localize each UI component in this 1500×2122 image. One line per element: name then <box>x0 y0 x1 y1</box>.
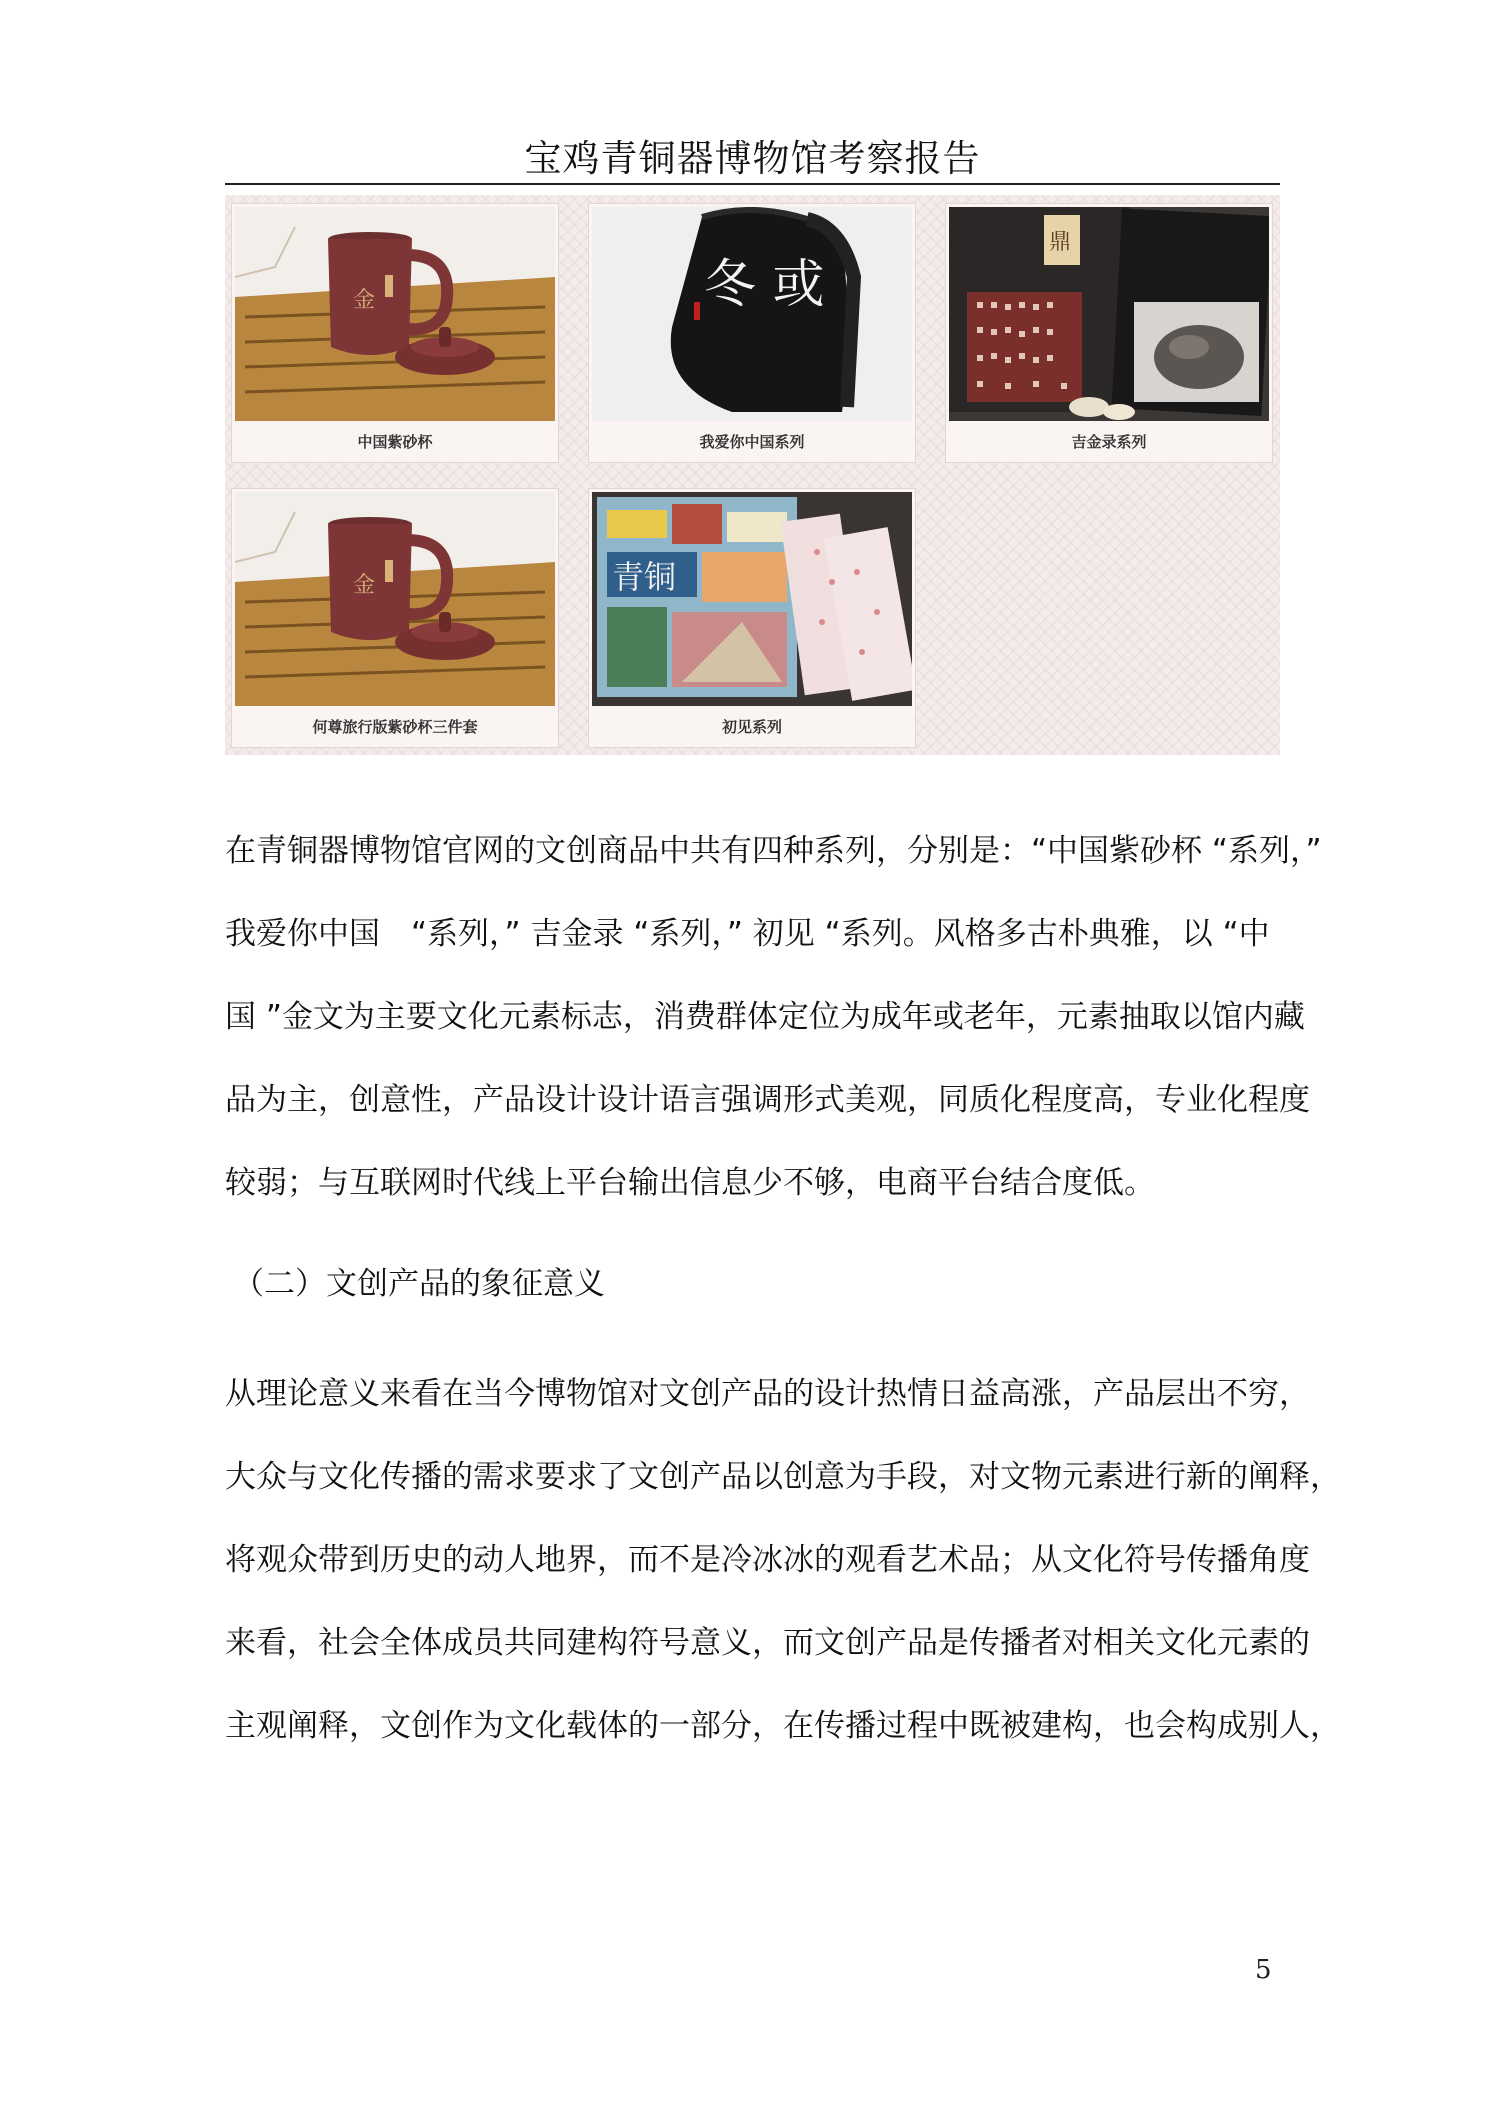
header-divider <box>225 183 1280 185</box>
illustrated-notebooks-photo <box>592 492 912 706</box>
product-caption: 何尊旅行版紫砂杯三件套 <box>312 718 478 736</box>
svg-text:鼎: 鼎 <box>1049 230 1072 255</box>
text-line: 在青铜器博物馆官网的文创商品中共有四种系列，分别是：“中国紫砂杯 “系列，” <box>225 833 1322 869</box>
product-card <box>945 203 1273 463</box>
product-caption: 我爱你中国系列 <box>699 433 805 451</box>
section-heading: （二）文创产品的象征意义 <box>233 1266 605 1302</box>
purple-clay-mug-photo <box>235 207 555 421</box>
svg-text:青铜: 青铜 <box>612 558 677 596</box>
page-number: 5 <box>1255 1955 1272 1985</box>
text-line: 将观众带到历史的动人地界，而不是冷冰冰的观看艺术品；从文化符号传播角度 <box>225 1542 1310 1578</box>
text-line: 从理论意义来看在当今博物馆对文创产品的设计热情日益高涨，产品层出不穷， <box>225 1376 1310 1412</box>
paragraph-product-series <box>225 810 1322 1225</box>
text-line: 大众与文化传播的需求要求了文创产品以创意为手段，对文物元素进行新的阐释， <box>225 1459 1341 1495</box>
product-card <box>231 488 559 748</box>
product-card <box>588 488 916 748</box>
product-card <box>588 203 916 463</box>
product-caption: 初见系列 <box>721 718 782 736</box>
backpack-print-top: 冬 或 <box>704 255 825 315</box>
text-line: 我爱你中国 “系列，” 吉金录 “系列，” 初见 “系列。风格多古朴典雅，以 “中 <box>225 916 1270 952</box>
text-line: 主观阐释，文创作为文化载体的一部分，在传播过程中既被建构，也会构成别人， <box>225 1708 1341 1744</box>
text-line: 来看，社会全体成员共同建构符号意义，而文创产品是传播者对相关文化元素的 <box>225 1625 1310 1661</box>
bronze-rubbing-gift-set-photo <box>949 207 1269 421</box>
text-line: 品为主，创意性，产品设计设计语言强调形式美观，同质化程度高，专业化程度 <box>225 1082 1310 1118</box>
svg-text:金: 金 <box>353 288 376 313</box>
product-card <box>231 203 559 463</box>
product-caption: 吉金录系列 <box>1071 433 1147 451</box>
product-caption: 中国紫砂杯 <box>357 433 433 451</box>
black-backpack-photo <box>592 207 912 421</box>
text-line: 国 ”金文为主要文化元素标志，消费群体定位为成年或老年，元素抽取以馆内藏 <box>225 999 1305 1035</box>
product-gallery <box>225 195 1280 755</box>
text-line: 较弱；与互联网时代线上平台输出信息少不够，电商平台结合度低。 <box>225 1165 1155 1201</box>
purple-clay-mug-photo <box>235 492 555 706</box>
svg-text:金: 金 <box>353 573 376 598</box>
paragraph-symbolic-meaning <box>225 1353 1341 1768</box>
page-title: 宝鸡青铜器博物馆考察报告 <box>524 137 981 180</box>
